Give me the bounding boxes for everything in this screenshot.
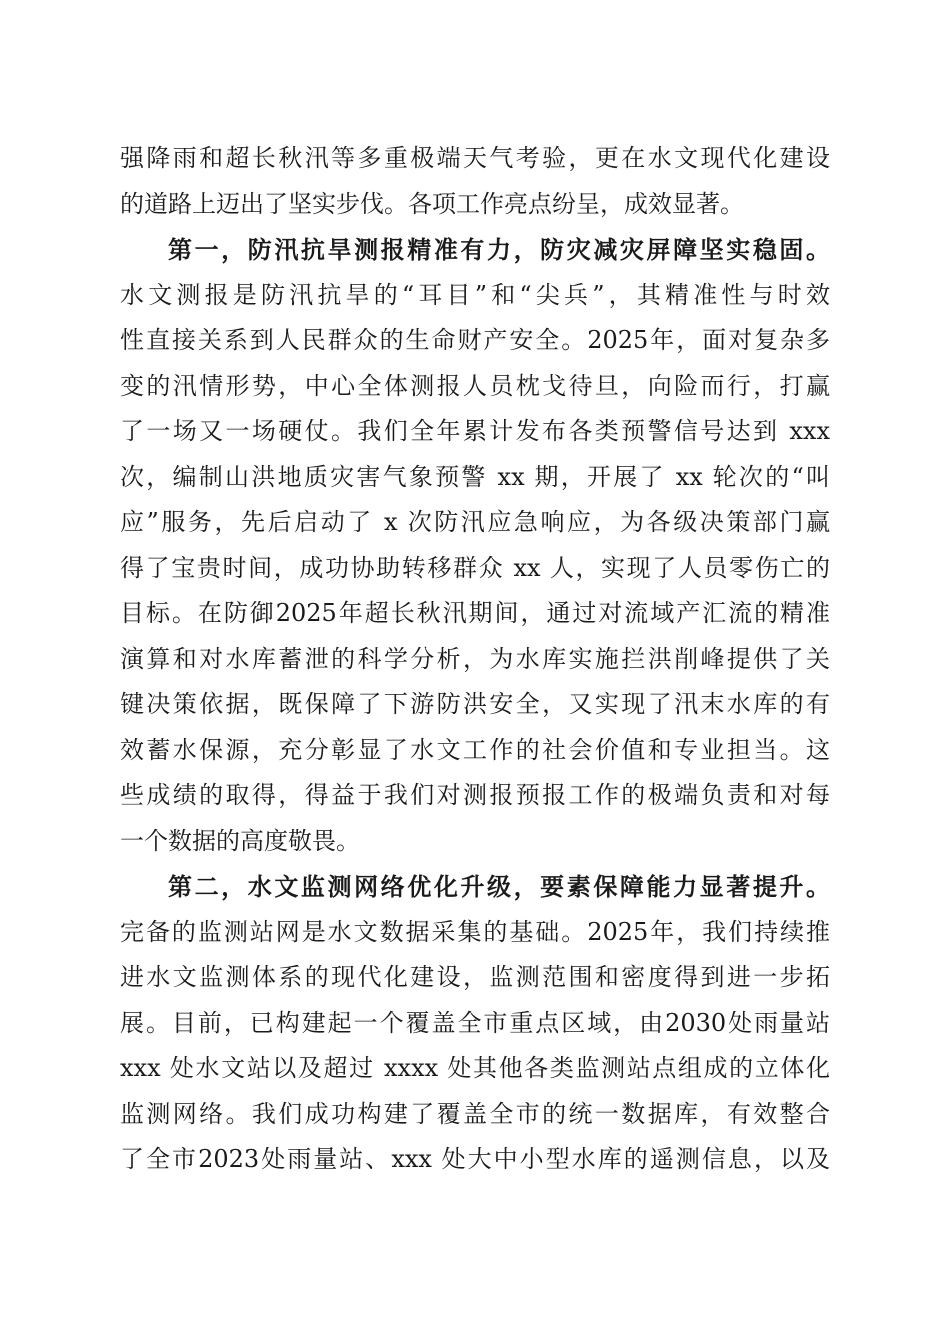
paragraph-line: 一个数据的高度敬畏。 bbox=[120, 826, 360, 855]
paragraph-line: 强降雨和超长秋汛等多重极端天气考验，更在水文现代化建设 bbox=[120, 144, 830, 172]
paragraph-line: 监测网络。我们成功构建了覆盖全市的统一数据库，有效整合 bbox=[120, 1099, 830, 1128]
paragraph-line: 次，编制山洪地质灾害气象预警 xx 期，开展了 xx 轮次的“叫 bbox=[120, 462, 830, 491]
section-heading-line: 第二，水文监测网络优化升级，要素保障能力显著提升。 bbox=[168, 872, 830, 901]
paragraph-line: 效蓄水保源，充分彰显了水文工作的社会价值和专业担当。这 bbox=[120, 735, 830, 764]
paragraph-line: 目标。在防御2025年超长秋汛期间，通过对流域产汇流的精准 bbox=[120, 599, 830, 627]
body-text bbox=[120, 136, 830, 1183]
paragraph-line: 变的汛情形势，中心全体测报人员枕戈待旦，向险而行，打赢 bbox=[120, 371, 830, 400]
paragraph-line: 键决策依据，既保障了下游防洪安全，又实现了汛末水库的有 bbox=[120, 690, 830, 718]
paragraph-line: 完备的监测站网是水文数据采集的基础。2025年，我们持续推 bbox=[120, 917, 830, 946]
paragraph-line: 展。目前，已构建起一个覆盖全市重点区域，由2030处雨量站 bbox=[120, 1008, 830, 1037]
paragraph-line: 了全市2023处雨量站、xxx 处大中小型水库的遥测信息，以及 bbox=[120, 1145, 830, 1173]
paragraph-line: 性直接关系到人民群众的生命财产安全。2025年，面对复杂多 bbox=[120, 326, 830, 354]
paragraph-line: 了一场又一场硬仗。我们全年累计发布各类预警信号达到 xxx bbox=[120, 417, 830, 445]
paragraph-line: 演算和对水库蓄泄的科学分析，为水库实施拦洪削峰提供了关 bbox=[120, 644, 830, 673]
paragraph-line: 应”服务，先后启动了 x 次防汛应急响应，为各级决策部门赢 bbox=[120, 508, 830, 536]
paragraph-line: 得了宝贵时间，成功协助转移群众 xx 人，实现了人员零伤亡的 bbox=[120, 553, 830, 582]
paragraph-line: 水文测报是防汛抗旱的“耳目”和“尖兵”，其精准性与时效 bbox=[120, 280, 830, 309]
paragraph-line: 些成绩的取得，得益于我们对测报预报工作的极端负责和对每 bbox=[120, 781, 830, 809]
paragraph-line: 进水文监测体系的现代化建设，监测范围和密度得到进一步拓 bbox=[120, 963, 830, 991]
paragraph-line: xxx 处水文站以及超过 xxxx 处其他各类监测站点组成的立体化 bbox=[120, 1054, 830, 1082]
paragraph-line: 的道路上迈出了坚实步伐。各项工作亮点纷呈，成效显著。 bbox=[120, 189, 744, 218]
section-heading-line: 第一，防汛抗旱测报精准有力，防灾减灾屏障坚实稳固。 bbox=[168, 235, 830, 264]
